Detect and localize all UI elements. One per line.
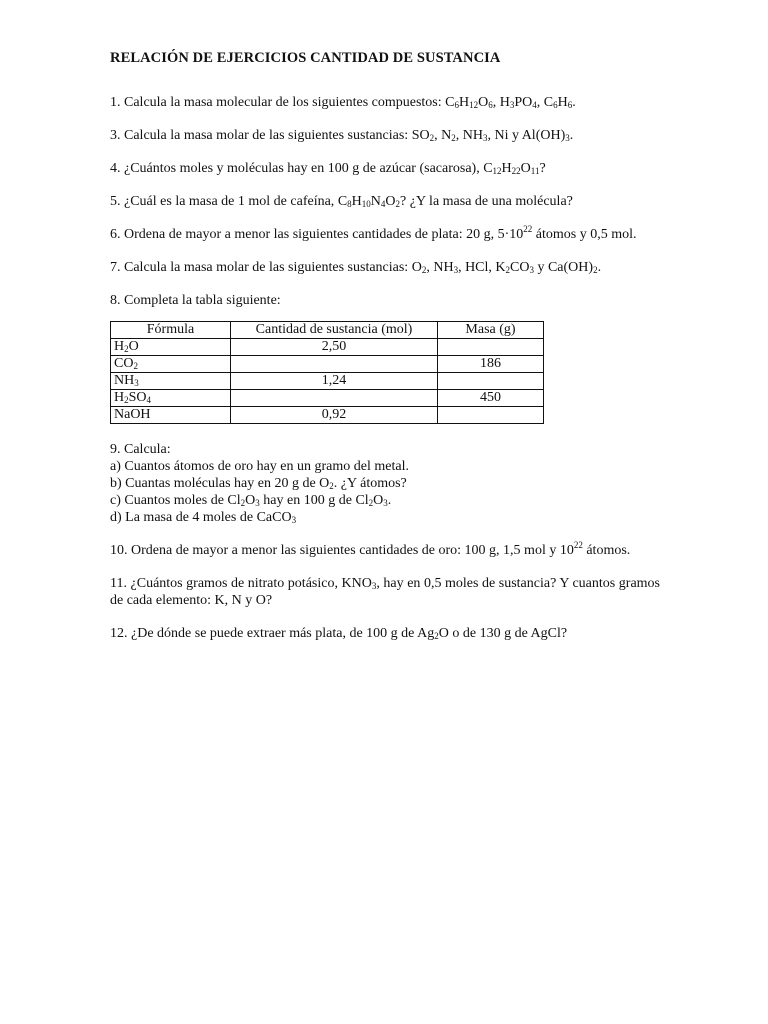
question-6-after: átomos y 0,5 mol. (532, 227, 637, 242)
table-header-masa: Masa (g) (438, 322, 544, 339)
formula-benzene: $C_6H_6$ (543, 95, 573, 110)
table-cell-mol: 1,24 (231, 373, 438, 390)
question-10 (110, 542, 660, 559)
question-11-after: , hay en 0,5 moles de sustancia? Y cuantos gramos de cada elemento: K, N y O? (110, 576, 660, 608)
table-cell-mol (231, 356, 438, 373)
question-9-b-text: b) Cuantas moléculas hay en 20 g de (110, 476, 320, 491)
page-title: RELACIÓN DE EJERCICIOS CANTIDAD DE SUSTANCIA (110, 50, 501, 66)
table-row (111, 356, 544, 373)
question-9-c-text: c) Cuantos moles de (110, 493, 228, 508)
question-12-mid: o de 130 g de AgCl? (448, 626, 568, 641)
question-9-d-text: d) La masa de 4 moles de (110, 510, 257, 525)
question-5-after: ? ¿Y la masa de una molécula? (400, 194, 573, 209)
question-9-b-after: . ¿Y átomos? (333, 476, 407, 491)
table-cell-masa (438, 339, 544, 356)
question-12-text: 12. ¿De dónde se puede extraer más plata, de 100 g de (110, 626, 418, 641)
table-cell-masa: 450 (438, 390, 544, 407)
formula-phosphoric-acid: $H_3PO_4$ (499, 95, 537, 110)
question-6 (110, 226, 660, 243)
question-6-text: 6. Ordena de mayor a menor las siguientes cantidades de plata: 20 g, 5·10 (110, 227, 524, 242)
table-row (111, 390, 544, 407)
question-5-text: 5. ¿Cuál es la masa de 1 mol de cafeína, (110, 194, 338, 209)
question-3-text: 3. Calcula la masa molar de las siguientes sustancias: (110, 128, 412, 143)
table-header-formula: Fórmula (111, 322, 231, 339)
question-9 (110, 441, 660, 526)
question-9-a: a) Cuantos átomos de oro hay en un gramo del metal. (110, 459, 409, 474)
question-7: 7. Calcula la masa molar de las siguientes sustancias: $O_2$, $NH_3$, HCl, $K_2CO_3$ y $Ca(OH)_2$. (110, 260, 602, 275)
table-cell-mol (231, 390, 438, 407)
table-cell-masa (438, 407, 544, 424)
question-1-text: 1. Calcula la masa molecular de los siguientes compuestos: (110, 95, 446, 110)
question-12: 12. ¿De dónde se puede extraer más plata, de 100 g de $Ag_2O$ o de 130 g de AgCl? (110, 626, 568, 641)
table-header-mol: Cantidad de sustancia (mol) (231, 322, 438, 339)
question-10-exponent: 22 (573, 540, 583, 550)
question-9-c: c) Cuantos moles de $Cl_2O_3$ hay en 100 g de $Cl_2O_3$. (110, 493, 392, 508)
table-cell-mol: 0,92 (231, 407, 438, 424)
worksheet-page (110, 50, 660, 658)
table-cell-masa (438, 373, 544, 390)
table-row (111, 407, 544, 424)
question-8: 8. Completa la tabla siguiente: (110, 293, 281, 308)
question-9-b: b) Cuantas moléculas hay en 20 g de $O_2$. ¿Y átomos? (110, 476, 407, 491)
table-cell-formula: $H_2SO_4$ (111, 390, 231, 407)
question-9-d: d) La masa de 4 moles de CaCO$_3$ (110, 510, 297, 525)
question-7-text: 7. Calcula la masa molar de las siguientes sustancias: (110, 260, 412, 275)
formula-glucose: $C_6H_{12}O_6$ (445, 95, 493, 110)
question-6-exponent: 22 (523, 224, 533, 234)
question-9-c-mid: hay en 100 g de (259, 493, 356, 508)
table-cell-formula: $CO_2$ (111, 356, 231, 373)
question-9-text: 9. Calcula: (110, 442, 171, 457)
question-11-text: 11. ¿Cuántos gramos de nitrato potásico, (110, 576, 342, 591)
question-4: 4. ¿Cuántos moles y moléculas hay en 100 g de azúcar (sacarosa), $C_{12}H_{22}O_{11}$? (110, 161, 546, 176)
data-table (110, 321, 544, 424)
table-cell-formula: $NH_3$ (111, 373, 231, 390)
table-header-row (111, 322, 544, 339)
question-3: 3. Calcula la masa molar de las siguientes sustancias: $SO_2$, $N_2$, $NH_3$, Ni y $Al(OH)_3$. (110, 128, 574, 143)
question-4-text: 4. ¿Cuántos moles y moléculas hay en 100 g de azúcar (sacarosa), (110, 161, 484, 176)
table-row (111, 339, 544, 356)
question-5: 5. ¿Cuál es la masa de 1 mol de cafeína, $C_8H_{10}N_4O_2$? ¿Y la masa de una molécula? (110, 194, 573, 209)
table-cell-masa: 186 (438, 356, 544, 373)
table-cell-formula: NaOH (111, 407, 231, 424)
question-1: 1. Calcula la masa molecular de los siguientes compuestos: $C_6H_{12}O_6$, $H_3PO_4$, $C_6H_6$. (110, 95, 576, 110)
question-10-after: átomos. (582, 543, 631, 558)
question-11: 11. ¿Cuántos gramos de nitrato potásico, $KNO_3$, hay en 0,5 moles de sustancia? Y cuantos gramos de cada elemento: K, N y O? (110, 576, 660, 608)
table-cell-mol: 2,50 (231, 339, 438, 356)
table-row (111, 373, 544, 390)
table-cell-formula: $H_2O$ (111, 339, 231, 356)
question-10-text: 10. Ordena de mayor a menor las siguientes cantidades de oro: 100 g, 1,5 mol y 10 (110, 543, 574, 558)
